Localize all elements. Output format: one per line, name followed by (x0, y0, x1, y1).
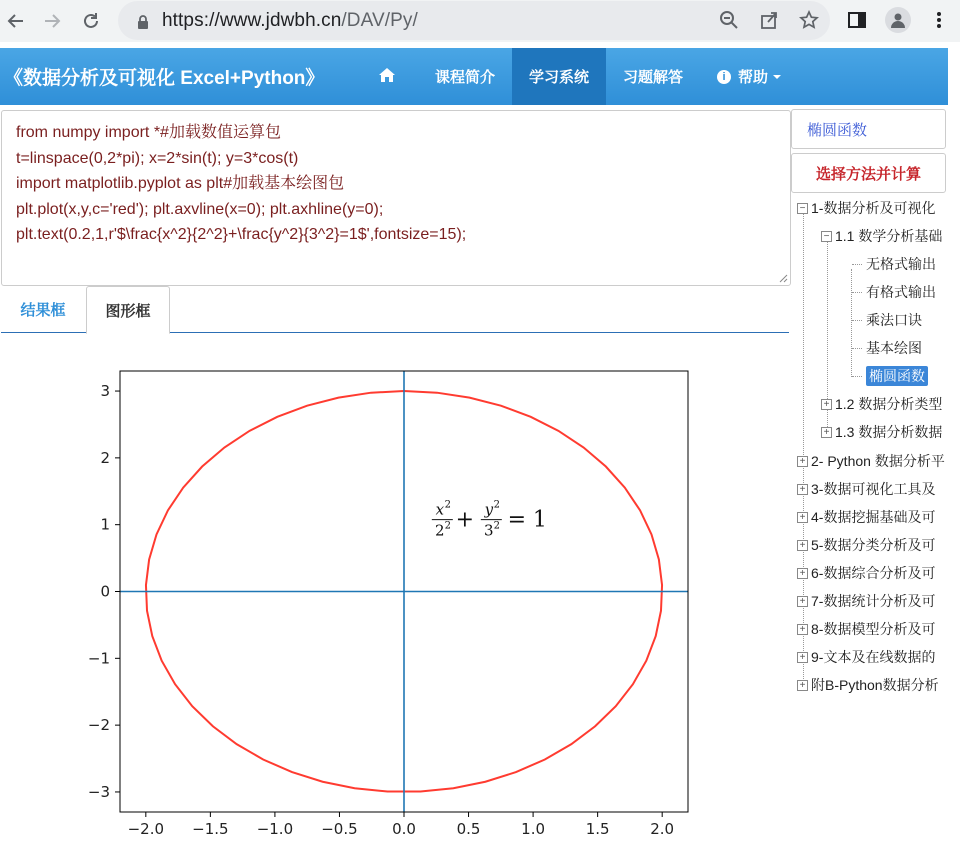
svg-text:1: 1 (532, 507, 547, 533)
tree-label: 2- Python 数据分析平 (811, 453, 945, 469)
tree-label: 6-数据综合分析及可 (811, 565, 936, 581)
tree-node-1-1[interactable] (821, 225, 942, 247)
info-icon: i (717, 70, 731, 84)
function-select[interactable]: 椭圆函数 (791, 109, 946, 149)
y-tick-label: 0 (100, 582, 110, 601)
address-bar[interactable] (118, 1, 830, 40)
tree-label: 1.2 数据分析类型 (835, 396, 943, 412)
nav-course-intro[interactable]: 课程简介 (435, 69, 496, 86)
zoom-out-icon[interactable] (718, 9, 740, 31)
profile-avatar-icon[interactable] (885, 7, 911, 33)
nav-learning-system[interactable]: 学习系统 (512, 48, 606, 105)
collapse-icon[interactable]: − (821, 231, 832, 242)
x-tick-label: 0.5 (456, 820, 481, 838)
more-menu-icon[interactable] (925, 6, 953, 34)
tree-node-chapter[interactable] (797, 590, 935, 612)
expand-icon[interactable]: + (821, 399, 832, 410)
tree-leaf-selected[interactable] (866, 365, 928, 387)
course-tree (795, 193, 960, 703)
svg-text:+: + (455, 507, 475, 533)
expand-icon[interactable]: + (797, 512, 808, 523)
url-text (162, 10, 418, 32)
x-tick-label: −1.0 (256, 820, 294, 838)
share-icon[interactable] (758, 9, 780, 31)
resize-grip-icon[interactable] (778, 273, 788, 283)
expand-icon[interactable]: + (797, 624, 808, 635)
tree-node-chapter[interactable] (797, 674, 939, 696)
expand-icon[interactable]: + (797, 456, 808, 467)
y-tick-label: −1 (87, 649, 110, 668)
tree-label: 附B-Python数据分析 (811, 677, 939, 693)
tree-label: 9-文本及在线数据的 (811, 649, 936, 665)
tree-node-chapter[interactable] (797, 450, 945, 472)
collapse-icon[interactable]: − (797, 203, 808, 214)
tree-leaf[interactable]: 基本绘图 (866, 340, 922, 356)
x-tick-label: −2.0 (127, 820, 165, 838)
forward-arrow-icon[interactable] (38, 7, 66, 35)
svg-text:2: 2 (435, 521, 445, 540)
expand-icon[interactable]: + (797, 680, 808, 691)
code-line: import matplotlib.pyplot as plt#加载基本绘图包 (16, 175, 345, 192)
site-brand[interactable]: 《数据分析及可视化 Excel+Python》 (4, 68, 325, 89)
code-line: plt.plot(x,y,c='red'); plt.axvline(x=0); plt.axhline(y=0); (16, 200, 384, 218)
svg-text:2: 2 (493, 499, 501, 511)
tree-label: 1.3 数据分析数据 (835, 424, 943, 440)
svg-text:3: 3 (484, 521, 494, 540)
calculate-button[interactable]: 选择方法并计算 (791, 153, 946, 193)
tree-node-1-2[interactable] (821, 393, 942, 415)
y-tick-label: −2 (87, 716, 110, 735)
tree-leaf[interactable]: 有格式输出 (866, 284, 936, 300)
output-tabs (1, 286, 789, 333)
bookmark-star-icon[interactable] (798, 9, 820, 31)
tree-node-chapter[interactable] (797, 506, 935, 528)
reload-icon[interactable] (77, 7, 105, 35)
expand-icon[interactable]: + (821, 427, 832, 438)
code-line: plt.text(0.2,1,r'$\frac{x^2}{2^2}+\frac{y^2}{3^2}=1$',fontsize=15); (16, 226, 467, 243)
equation-annotation (432, 500, 547, 540)
url-host: https://www.jdwbh.cn (162, 9, 342, 31)
tree-label: 5-数据分类分析及可 (811, 537, 936, 553)
tree-node-chapter[interactable] (797, 646, 935, 668)
expand-icon[interactable]: + (797, 596, 808, 607)
svg-text:=: = (507, 507, 527, 533)
svg-text:2: 2 (444, 520, 452, 532)
tab-figure[interactable]: 图形框 (86, 286, 170, 334)
x-tick-label: 1.0 (521, 820, 546, 838)
tree-leaf[interactable]: 无格式输出 (866, 256, 936, 272)
tree-label: 8-数据模型分析及可 (811, 621, 936, 637)
expand-icon[interactable]: + (797, 484, 808, 495)
svg-text:2: 2 (444, 499, 452, 511)
home-icon (378, 67, 396, 87)
tree-leaf-label: 椭圆函数 (866, 366, 928, 386)
y-tick-label: 2 (100, 448, 110, 467)
nav-home[interactable] (354, 48, 418, 105)
x-tick-label: 0.0 (392, 820, 416, 838)
tree-label: 1.1 数学分析基础 (835, 228, 943, 244)
expand-icon[interactable]: + (797, 568, 808, 579)
code-line: t=linspace(0,2*pi); x=2*sin(t); y=3*cos(t) (16, 149, 299, 167)
svg-text:x: x (435, 500, 445, 519)
side-panel-icon[interactable] (843, 6, 871, 34)
nav-help[interactable] (700, 48, 798, 105)
expand-icon[interactable]: + (797, 652, 808, 663)
tree-node-1-3[interactable] (821, 421, 942, 443)
tree-label: 1-数据分析及可视化 (811, 200, 936, 216)
tree-label: 4-数据挖掘基础及可 (811, 509, 936, 525)
tree-node-chapter[interactable] (797, 562, 935, 584)
url-path: /DAV/Py/ (341, 9, 418, 31)
y-tick-label: −3 (87, 782, 110, 801)
x-tick-label: 1.5 (585, 820, 610, 838)
x-tick-label: −0.5 (321, 820, 358, 838)
browser-toolbar (0, 0, 960, 42)
expand-icon[interactable]: + (797, 540, 808, 551)
y-tick-label: 3 (100, 382, 110, 401)
x-tick-label: 2.0 (650, 820, 675, 838)
svg-text:y: y (484, 500, 494, 519)
svg-text:2: 2 (493, 520, 501, 532)
nav-exercise-answers[interactable]: 习题解答 (623, 69, 684, 86)
tree-node-chapter[interactable] (797, 618, 935, 640)
site-navbar (0, 48, 948, 105)
ellipse-plot (80, 355, 710, 845)
tree-node-chapter[interactable] (797, 478, 935, 500)
tree-node-chapter[interactable] (797, 534, 935, 556)
lock-icon (136, 14, 150, 28)
tree-label: 3-数据可视化工具及 (811, 481, 936, 497)
x-tick-label: −1.5 (192, 820, 229, 838)
tree-node-ch1[interactable] (797, 197, 935, 219)
tree-leaf[interactable]: 乘法口诀 (866, 312, 922, 328)
code-line: from numpy import *#加载数值运算包 (16, 124, 281, 141)
y-tick-label: 1 (100, 515, 110, 534)
tree-label: 7-数据统计分析及可 (811, 593, 936, 609)
nav-help-label: 帮助 (738, 69, 769, 86)
tab-result[interactable]: 结果框 (20, 302, 66, 319)
back-arrow-icon[interactable] (2, 7, 30, 35)
code-editor[interactable] (1, 110, 791, 286)
caret-down-icon (773, 75, 781, 79)
